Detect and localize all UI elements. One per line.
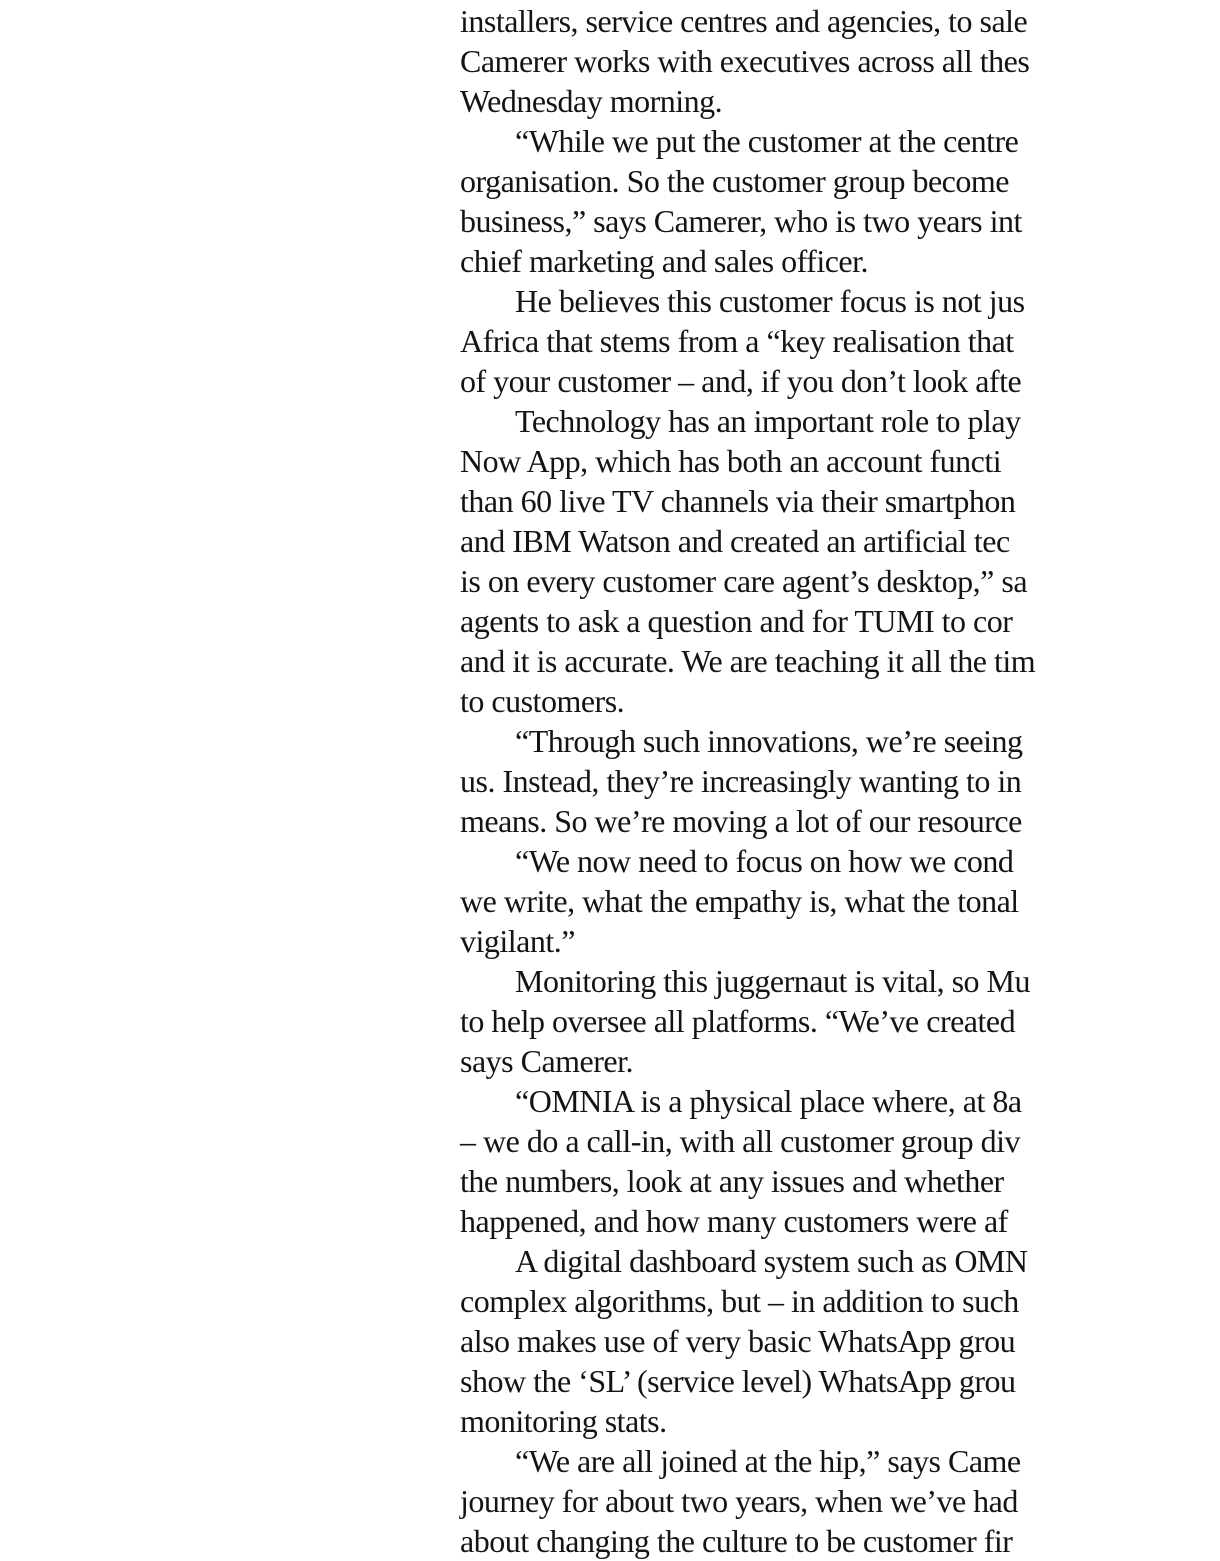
text-line: we write, what the empathy is, what the tonal: [460, 883, 1019, 919]
text-line: agents to ask a question and for TUMI to cor: [460, 603, 1013, 639]
text-line: Camerer works with executives across all thes: [460, 43, 1030, 79]
text-line: says Camerer.: [460, 1043, 633, 1079]
text-line: monitoring stats.: [460, 1403, 667, 1439]
text-line: us. Instead, they’re increasingly wanting to in: [460, 763, 1022, 799]
text-line: complex algorithms, but – in addition to such: [460, 1283, 1019, 1319]
text-line: installers, service centres and agencies, to sale: [460, 3, 1028, 39]
text-line: about changing the culture to be customer fir: [460, 1523, 1013, 1559]
text-line: “Through such innovations, we’re seeing: [515, 723, 1023, 759]
text-line: He believes this customer focus is not jus: [515, 283, 1025, 319]
text-line: “While we put the customer at the centre: [515, 123, 1019, 159]
text-line: Now App, which has both an account functi: [460, 443, 1002, 479]
text-line: and it is accurate. We are teaching it all the tim: [460, 643, 1036, 679]
text-line: “We are all joined at the hip,” says Came: [515, 1443, 1021, 1479]
text-line: A digital dashboard system such as OMN: [515, 1243, 1028, 1279]
text-line: “We now need to focus on how we cond: [515, 843, 1014, 879]
text-line: “OMNIA is a physical place where, at 8a: [515, 1083, 1022, 1119]
text-line: of your customer – and, if you don’t look afte: [460, 363, 1022, 399]
text-line: also makes use of very basic WhatsApp grou: [460, 1323, 1016, 1359]
text-line: to help oversee all platforms. “We’ve created: [460, 1003, 1016, 1039]
text-line: the numbers, look at any issues and whether: [460, 1163, 1004, 1199]
text-line: business,” says Camerer, who is two years int: [460, 203, 1022, 239]
text-line: – we do a call-in, with all customer group div: [460, 1123, 1020, 1159]
text-line: show the ‘SL’ (service level) WhatsApp grou: [460, 1363, 1016, 1399]
text-line: is on every customer care agent’s desktop,” sa: [460, 563, 1028, 599]
text-line: means. So we’re moving a lot of our resource: [460, 803, 1022, 839]
text-line: Technology has an important role to play: [515, 403, 1021, 439]
text-line: than 60 live TV channels via their smartphon: [460, 483, 1016, 519]
text-line: organisation. So the customer group become: [460, 163, 1009, 199]
article-text-column: [460, 1, 1220, 1561]
text-line: chief marketing and sales officer.: [460, 243, 869, 279]
text-line: to customers.: [460, 683, 625, 719]
text-line: Wednesday morning.: [460, 83, 723, 119]
text-line: vigilant.”: [460, 923, 575, 959]
text-line: journey for about two years, when we’ve had: [460, 1483, 1018, 1519]
text-line: and IBM Watson and created an artificial tec: [460, 523, 1010, 559]
text-line: happened, and how many customers were af: [460, 1203, 1008, 1239]
text-line: Africa that stems from a “key realisation that: [460, 323, 1014, 359]
text-line: Monitoring this juggernaut is vital, so Mu: [515, 963, 1030, 999]
